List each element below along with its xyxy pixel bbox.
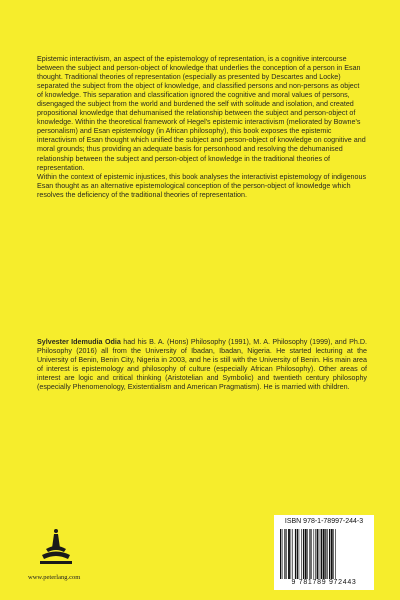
- isbn-label: ISBN 978-1-78997-244-3: [284, 518, 364, 525]
- barcode-bar: [323, 529, 325, 579]
- barcode-bar: [305, 529, 307, 579]
- barcode-bar: [288, 529, 290, 579]
- barcode-bar: [335, 529, 336, 579]
- barcode-bar: [303, 529, 304, 579]
- description-paragraph: Epistemic interactivism, an aspect of the epistemology of representation, is a cognitive intercourse between the subject and person-object of knowledge that underlies the conception of a person in Esan thought. Traditional theories of representation (especially as presented by Descartes and Locke) separated the subject from the object of knowledge, and classified persons and non-persons as object of knowledge. This separation and classification ignored the cognitive and moral values of persons, disengaged the subject from the world and burdened the self with solitude and isolation, and created propositional knowledge that dehumanised the relationship between the subject and person-object of knowledge. Within the theoretical framework of Hegel's epistemic interactivism (meliorated by Bowne's personalism) and Esan epistemology (in African philosophy), this book exposes the epistemic interactivism of Esan thought which unified the subject and person-object of knowledge on cognitive and moral grounds; thus providing an adequate basis for personhood and resolving the dehumanised relationship between the subject and person-object of knowledge in the traditional theories of representation.: [37, 55, 366, 172]
- barcode-bar: [310, 529, 311, 579]
- barcode-bar: [291, 529, 292, 579]
- barcode-bar: [292, 529, 293, 579]
- book-description: [37, 55, 367, 200]
- barcode-bar: [313, 529, 314, 579]
- barcode-bar: [280, 529, 281, 579]
- description-paragraph: Within the context of epistemic injustices, this book analyses the interactivist epistemology of indigenous Esan thought as an alternative epistemological conception of the person-object of knowledge which resolves the deficiency of the traditional theories of representation.: [37, 172, 367, 199]
- barcode-bar: [331, 529, 333, 579]
- barcode-bar: [315, 529, 316, 579]
- barcode-bar: [327, 529, 328, 579]
- barcode-bar: [286, 529, 287, 579]
- barcode-bar: [301, 529, 302, 579]
- barcode-bar: [320, 529, 321, 579]
- barcode-bars: [278, 529, 370, 579]
- barcode-bar: [299, 529, 300, 579]
- barcode-bar: [325, 529, 326, 579]
- barcode-number: 9 781789 972443: [291, 579, 357, 586]
- barcode-bar: [329, 529, 330, 579]
- isbn-barcode: [274, 515, 374, 590]
- author-name: Sylvester Idemudia Odia: [37, 338, 121, 346]
- barcode-bar: [317, 529, 319, 579]
- barcode-bar: [321, 529, 322, 579]
- barcode-bar: [307, 529, 308, 579]
- barcode-bar: [295, 529, 296, 579]
- author-bio: [37, 338, 367, 392]
- barcode-bar: [309, 529, 310, 579]
- author-bio-text: had his B. A. (Hons) Philosophy (1991), M. A. Philosophy (1999), and Ph.D. Philosophy (2016) all from the University of Ibadan, Ibadan, Nigeria. He started lecturing at the University of Benin, Benin City, Nigeria in 2003, and he is still with the University of Benin. His main area of interest is epistemology and philosophy of culture (especially African Philosophy). Other areas of interest are logic and critical thinking (Aristotelian and Symbolic) and twentieth century philosophy (especially Phenomenology, Existentialism and American Pragmatism). He is married with children.: [37, 338, 367, 392]
- barcode-bar: [284, 529, 285, 579]
- peter-lang-logo-icon: [34, 528, 78, 568]
- publisher-website: www.peterlang.com: [28, 574, 81, 581]
- barcode-bar: [297, 529, 298, 579]
- barcode-bar: [282, 529, 283, 579]
- barcode-bar: [333, 529, 334, 579]
